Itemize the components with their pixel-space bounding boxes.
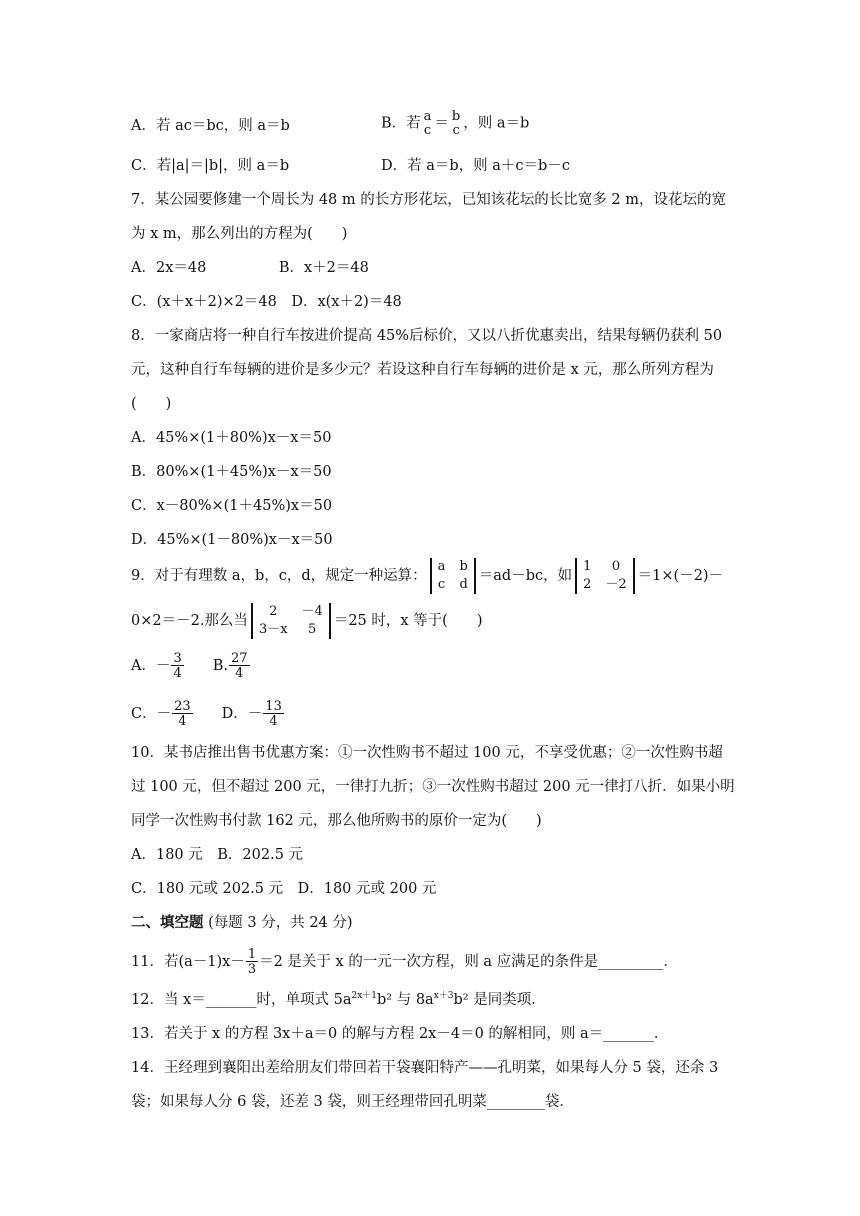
frac-den: 3 bbox=[247, 962, 257, 977]
q8-stem-line-3: ( ) bbox=[131, 396, 172, 412]
det-cell: －4 bbox=[301, 604, 323, 619]
q9-determinant-definition bbox=[430, 558, 476, 594]
det-cell: 1 bbox=[583, 559, 592, 574]
det-cell: b bbox=[459, 559, 468, 574]
q9-options-ab bbox=[131, 652, 251, 680]
q9-determinant-question bbox=[251, 603, 331, 639]
q6-option-b bbox=[381, 110, 529, 137]
q9-option-c-fraction bbox=[172, 700, 193, 728]
q11-text-post: ＝2 是关于 x 的一元一次方程，则 a 应满足的条件是_________． bbox=[259, 954, 678, 970]
q6-option-b-rest: ，则 a＝b bbox=[463, 115, 530, 132]
q14-stem-line-2: 袋；如果每人分 6 袋，还差 3 袋，则王经理带回孔明菜________袋． bbox=[131, 1094, 574, 1110]
q10-stem-line-3: 同学一次性购书付款 162 元，那么他所购书的原价一定为( ) bbox=[131, 813, 542, 829]
q9-option-a-fraction bbox=[171, 652, 183, 680]
q12-exponent-1: 2x＋1 bbox=[351, 991, 377, 1002]
q9-stem-intro: 9．对于有理数 a，b，c，d，规定一种运算： bbox=[131, 568, 427, 584]
q6-option-c: C．若|a|＝|b|，则 a＝b bbox=[131, 158, 290, 174]
q6-option-b-frac1-den: c bbox=[423, 123, 432, 138]
frac-num: 23 bbox=[174, 699, 191, 714]
section-heading-fill-in bbox=[131, 913, 353, 933]
q6-option-d: D．若 a＝b，则 a＋c＝b－c bbox=[381, 158, 570, 174]
q9-question-text: ＝25 时，x 等于( ) bbox=[333, 613, 483, 629]
q11-fraction bbox=[246, 948, 258, 976]
q6-option-b-frac2-num: b bbox=[451, 109, 461, 124]
frac-num: 3 bbox=[173, 651, 182, 666]
q7-options-cd: C．(x＋x＋2)×2＝48 D．x(x＋2)＝48 bbox=[131, 294, 402, 310]
q12-text-mid: b² 与 8a bbox=[377, 992, 434, 1008]
section-score-note: (每题 3 分，共 24 分) bbox=[208, 915, 353, 931]
q8-option-d: D．45%×(1－80%)x－x＝50 bbox=[131, 532, 333, 548]
q12-text-post: b² 是同类项． bbox=[453, 992, 546, 1008]
q10-stem-line-2: 过 100 元，但不超过 200 元，一律打九折；③一次性购书超过 200 元一律打八折．如果小明 bbox=[131, 779, 735, 795]
q6-option-b-label: B．若 bbox=[381, 115, 421, 132]
q9-determinant-example bbox=[575, 558, 635, 594]
q9-option-b-label: B. bbox=[212, 658, 229, 674]
det-cell: 2 bbox=[583, 577, 592, 592]
det-cell: 2 bbox=[269, 604, 278, 619]
q14-stem-line-1: 14．王经理到襄阳出差给朋友们带回若干袋襄阳特产——孔明菜，如果每人分 5 袋，还余 3 bbox=[131, 1060, 719, 1076]
q7-stem-line-1: 7．某公园要修建一个周长为 48 m 的长方形花坛，已知该花坛的长比宽多 2 m，设花坛的宽 bbox=[131, 192, 726, 208]
q12-text-pre: 12．当 x＝_______时，单项式 5a bbox=[131, 992, 352, 1008]
q6-option-b-equals: ＝ bbox=[434, 115, 449, 132]
q6-option-a: A．若 ac＝bc，则 a＝b bbox=[131, 118, 290, 134]
frac-den: 4 bbox=[173, 666, 182, 681]
q9-option-a-label: A．－ bbox=[131, 658, 171, 674]
q11-text-pre: 11．若(a－1)x－ bbox=[131, 954, 245, 970]
q10-options-ab: A．180 元 B．202.5 元 bbox=[131, 847, 304, 863]
det-cell: d bbox=[459, 577, 468, 592]
q8-option-b: B．80%×(1＋45%)x－x＝50 bbox=[131, 464, 332, 480]
q10-options-cd: C．180 元或 202.5 元 D．180 元或 200 元 bbox=[131, 881, 437, 897]
q9-option-d-fraction bbox=[263, 700, 284, 728]
q6-option-b-frac2-den: c bbox=[452, 123, 460, 138]
q12-exponent-2: x＋3 bbox=[433, 991, 454, 1002]
q6-option-b-fraction-1 bbox=[422, 110, 434, 137]
q9-example-text: ＝1×(－2)－ bbox=[637, 568, 724, 584]
q8-option-a: A．45%×(1＋80%)x－x＝50 bbox=[131, 430, 332, 446]
frac-num: 1 bbox=[247, 947, 257, 962]
q9-stem-line-1 bbox=[131, 556, 723, 596]
q6-option-b-frac1-num: a bbox=[423, 109, 432, 124]
q9-definition-text: ＝ad－bc，如 bbox=[478, 568, 573, 584]
frac-den: 4 bbox=[269, 714, 278, 729]
det-cell: a bbox=[437, 559, 446, 574]
frac-num: 27 bbox=[231, 651, 248, 666]
q9-option-b-fraction bbox=[229, 652, 250, 680]
q7-stem-line-2: 为 x m，那么列出的方程为( ) bbox=[131, 226, 348, 242]
det-cell: c bbox=[437, 577, 446, 592]
det-cell: 5 bbox=[308, 622, 317, 637]
q11-stem bbox=[131, 945, 678, 979]
det-cell: 3－x bbox=[258, 622, 288, 637]
q6-option-b-fraction-2 bbox=[450, 110, 462, 137]
q8-stem-line-2: 元，这种自行车每辆的进价是多少元？若设这种自行车每辆的进价是 x 元，那么所列方程为 bbox=[131, 362, 714, 378]
q12-stem bbox=[131, 990, 546, 1010]
q9-option-d-label: D．－ bbox=[221, 706, 263, 722]
q9-options-cd bbox=[131, 700, 285, 728]
q7-options-ab: A．2x＝48 B．x＋2＝48 bbox=[131, 260, 369, 276]
q9-stem-line-2 bbox=[131, 601, 483, 641]
det-cell: 0 bbox=[611, 559, 621, 574]
q9-option-c-label: C．－ bbox=[131, 706, 172, 722]
q8-stem-line-1: 8．一家商店将一种自行车按进价提高 45%后标价，又以八折优惠卖出，结果每辆仍获利 50 bbox=[131, 328, 723, 344]
frac-den: 4 bbox=[178, 714, 187, 729]
det-cell: －2 bbox=[605, 577, 627, 592]
q10-stem-line-1: 10．某书店推出售书优惠方案：①一次性购书不超过 100 元，不享受优惠；②一次性购书超 bbox=[131, 745, 723, 761]
frac-den: 4 bbox=[235, 666, 244, 681]
section-title: 二、填空题 bbox=[131, 914, 204, 931]
q8-option-c: C．x－80%×(1＋45%)x＝50 bbox=[131, 498, 333, 514]
q9-example-result: 0×2＝－2.那么当 bbox=[131, 613, 248, 629]
q13-stem: 13．若关于 x 的方程 3x＋a＝0 的解与方程 2x－4＝0 的解相同，则 a＝_______． bbox=[131, 1026, 669, 1042]
frac-num: 13 bbox=[265, 699, 282, 714]
